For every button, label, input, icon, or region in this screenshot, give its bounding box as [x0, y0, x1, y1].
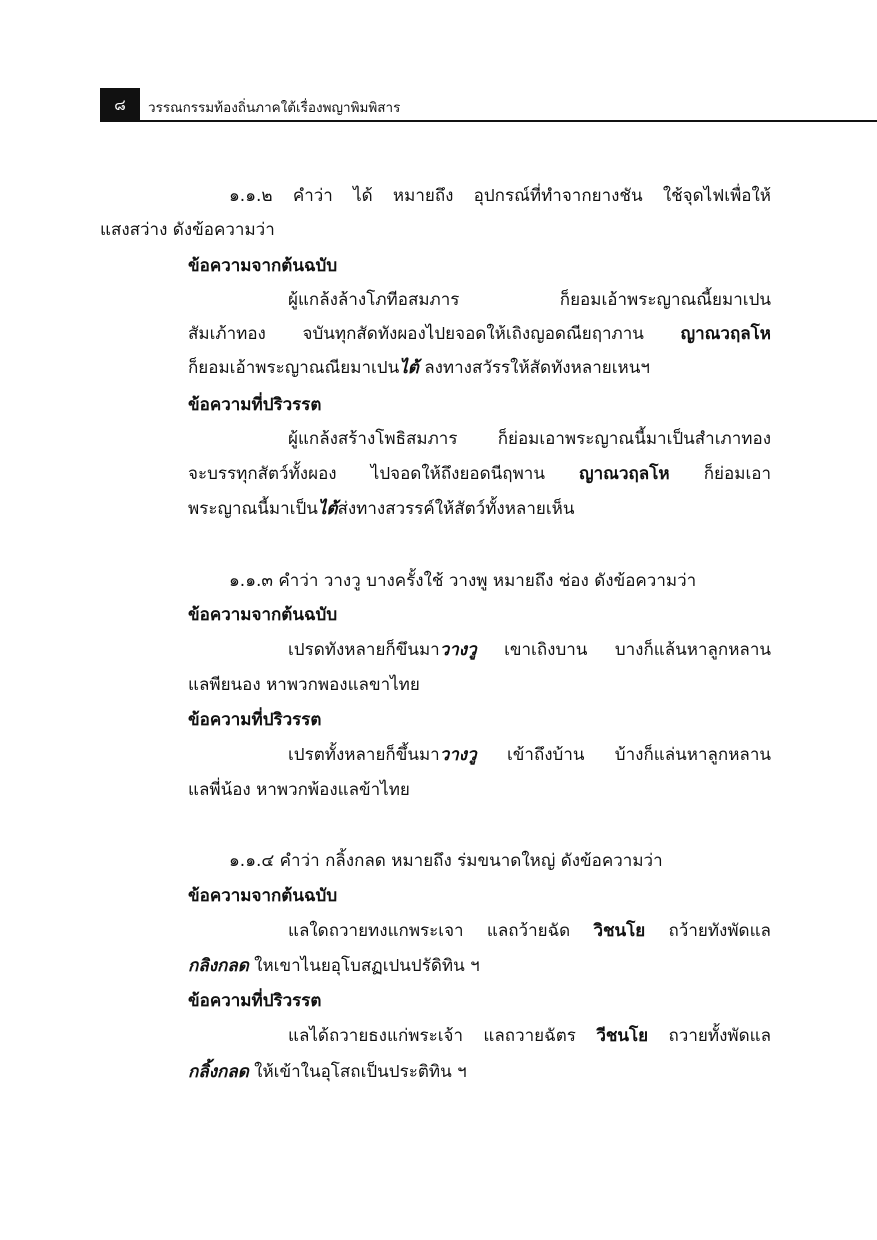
- revised-heading: ข้อความที่ปริวรรต: [188, 395, 322, 415]
- source-text-line: ก็ยอมเอ้าพระญาณณียมาเปนไต้ ลงทางสวัรรให้สัดทังหลายเหนฯ: [188, 358, 650, 378]
- running-title: วรรณกรรมท้องถิ่นภาคใต้เรื่องพญาพิมพิสาร: [148, 100, 401, 116]
- source-text-line: แลพียนอง หาพวกพองแลขาไทย: [188, 675, 420, 695]
- revised-text-line: แลได้ถวายธงแก่พระเจ้า แลถวายฉัตร วีชนโย ถวายทั้งพัดแล: [288, 1026, 771, 1046]
- source-text-line: สัมเภ้าทอง จบันทุกสัดทังผองไปยจอดให้เถิงญอดณียฤาภาน ญาณวฤลโห: [188, 324, 771, 344]
- bold-term: วิชนโย: [593, 921, 646, 941]
- bold-term: ญาณวฤลโห: [680, 324, 771, 344]
- keyword-term: กลิงกลด: [188, 956, 249, 976]
- bold-term: ญาณวฤลโห: [579, 464, 670, 484]
- source-text-line: เปรดทังหลายก็ขึนมาวางวู เขาเถิงบาน บางก็แล้นหาลูกหลาน: [288, 640, 771, 660]
- keyword-term: วางวู: [439, 640, 477, 660]
- keyword-term: กลิ้งกลด: [188, 1062, 249, 1082]
- revised-text-line: เปรตทั้งหลายก็ขึ้นมาวางวู เข้าถึงบ้าน บ้างก็แล่นหาลูกหลาน: [288, 745, 771, 765]
- source-text-line: กลิงกลด ใหเขาไนยอุโบสฏเปนปรัดิทิน ฯ: [188, 956, 480, 976]
- revised-text-line: จะบรรทุกสัตว์ทั้งผอง ไปจอดให้ถึงยอดนีฤพาน ญาณวฤลโห ก็ย่อมเอา: [188, 464, 772, 484]
- section-intro-line: ๑.๑.๔ คำว่า กลิ้งกลด หมายถึง ร่มขนาดใหญ่ ดังข้อความว่า: [229, 851, 663, 871]
- section-intro-line: ๑.๑.๓ คำว่า วางวู บางครั้งใช้ วางพู หมายถึง ช่อง ดังข้อความว่า: [229, 571, 697, 591]
- section-intro-line: แสงสว่าง ดังข้อความว่า: [100, 220, 275, 240]
- bold-term: วีชนโย: [596, 1026, 649, 1046]
- source-heading: ข้อความจากต้นฉบับ: [188, 886, 338, 906]
- section-intro-line: ๑.๑.๒ คำว่า ได้ หมายถึง อุปกรณ์ที่ทำจากยางชัน ใช้จุดไฟเพื่อให้: [229, 186, 771, 206]
- keyword-term: ไต้: [399, 358, 419, 378]
- revised-text-line: แลพี่น้อง หาพวกพ้องแลข้าไทย: [188, 780, 410, 800]
- keyword-term: วางวู: [439, 745, 477, 765]
- source-heading: ข้อความจากต้นฉบับ: [188, 605, 338, 625]
- page-number: ๘: [100, 88, 140, 122]
- revised-heading: ข้อความที่ปริวรรต: [188, 710, 322, 730]
- keyword-term: ไต้: [317, 499, 338, 519]
- source-heading: ข้อความจากต้นฉบับ: [188, 256, 338, 276]
- revised-heading: ข้อความที่ปริวรรต: [188, 991, 322, 1011]
- revised-text-line: ผู้แกล้งสร้างโพธิสมภาร ก็ย่อมเอาพระญาณนี้มาเป็นสำเภาทอง: [288, 429, 771, 449]
- revised-text-line: กลิ้งกลด ให้เข้าในอุโสถเป็นประติทิน ฯ: [188, 1062, 467, 1082]
- revised-text-line: พระญาณนี้มาเป็นไต้ส่งทางสวรรค์ให้สัตว์ทั้งหลายเห็น: [188, 499, 575, 519]
- source-text-line: ผู้แกล้งล้างโภทีอสมภาร ก็ยอมเอ้าพระญาณณี้ยมาเปน: [288, 290, 771, 310]
- source-text-line: แลใดถวายทงแกพระเจา แลถว้ายฉัด วิชนโย ถว้ายทังพัดแล: [288, 921, 771, 941]
